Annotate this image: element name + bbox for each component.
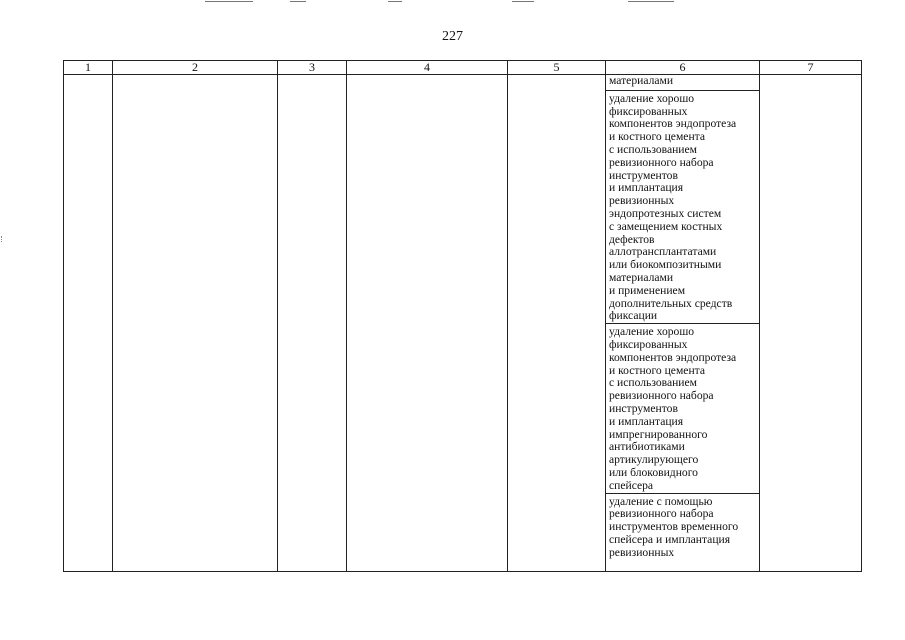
document-table	[63, 60, 862, 572]
cell-col-2	[113, 75, 278, 572]
cell-col-7	[760, 75, 862, 572]
cell-col-1	[64, 75, 113, 572]
treatment-method-entry: удаление хорошо фиксированных компонентов эндопротеза и костного цемента с использованием ревизионного набора инструментов и имплантация ревизионных эндопротезных систем с замещением костных дефектов аллотрансплантатами или биокомпозитными материалами и применением дополнительных средств фиксации	[606, 91, 759, 324]
column-header-1: 1	[64, 61, 113, 75]
scan-top-rule	[388, 1, 402, 2]
cell-col-5	[508, 75, 606, 572]
scan-top-rule	[290, 1, 306, 2]
page-number: 227	[442, 29, 463, 44]
scan-top-rule	[512, 1, 534, 2]
treatment-method-entry: материалами	[606, 75, 759, 91]
treatment-method-entry: удаление хорошо фиксированных компонентов эндопротеза и костного цемента с использованием ревизионного набора инструментов и имплантация импрегнированного антибиотиками артикулирующего или блоковидного спейсера	[606, 324, 759, 493]
column-header-2: 2	[113, 61, 278, 75]
column-header-4: 4	[347, 61, 508, 75]
column-header-5: 5	[508, 61, 606, 75]
cell-col-6	[606, 75, 760, 572]
column-header-7: 7	[760, 61, 862, 75]
cell-col-3	[278, 75, 347, 572]
cell-col-4	[347, 75, 508, 572]
column-header-6: 6	[606, 61, 760, 75]
table-header-row	[64, 61, 862, 75]
scan-margin-mark	[1, 236, 5, 242]
scan-top-rule	[205, 1, 253, 2]
treatment-method-entry: удаление с помощью ревизионного набора инструментов временного спейсера и имплантация ревизионных	[609, 494, 739, 559]
scan-top-rule	[628, 1, 674, 2]
table-row	[64, 75, 862, 572]
column-header-3: 3	[278, 61, 347, 75]
